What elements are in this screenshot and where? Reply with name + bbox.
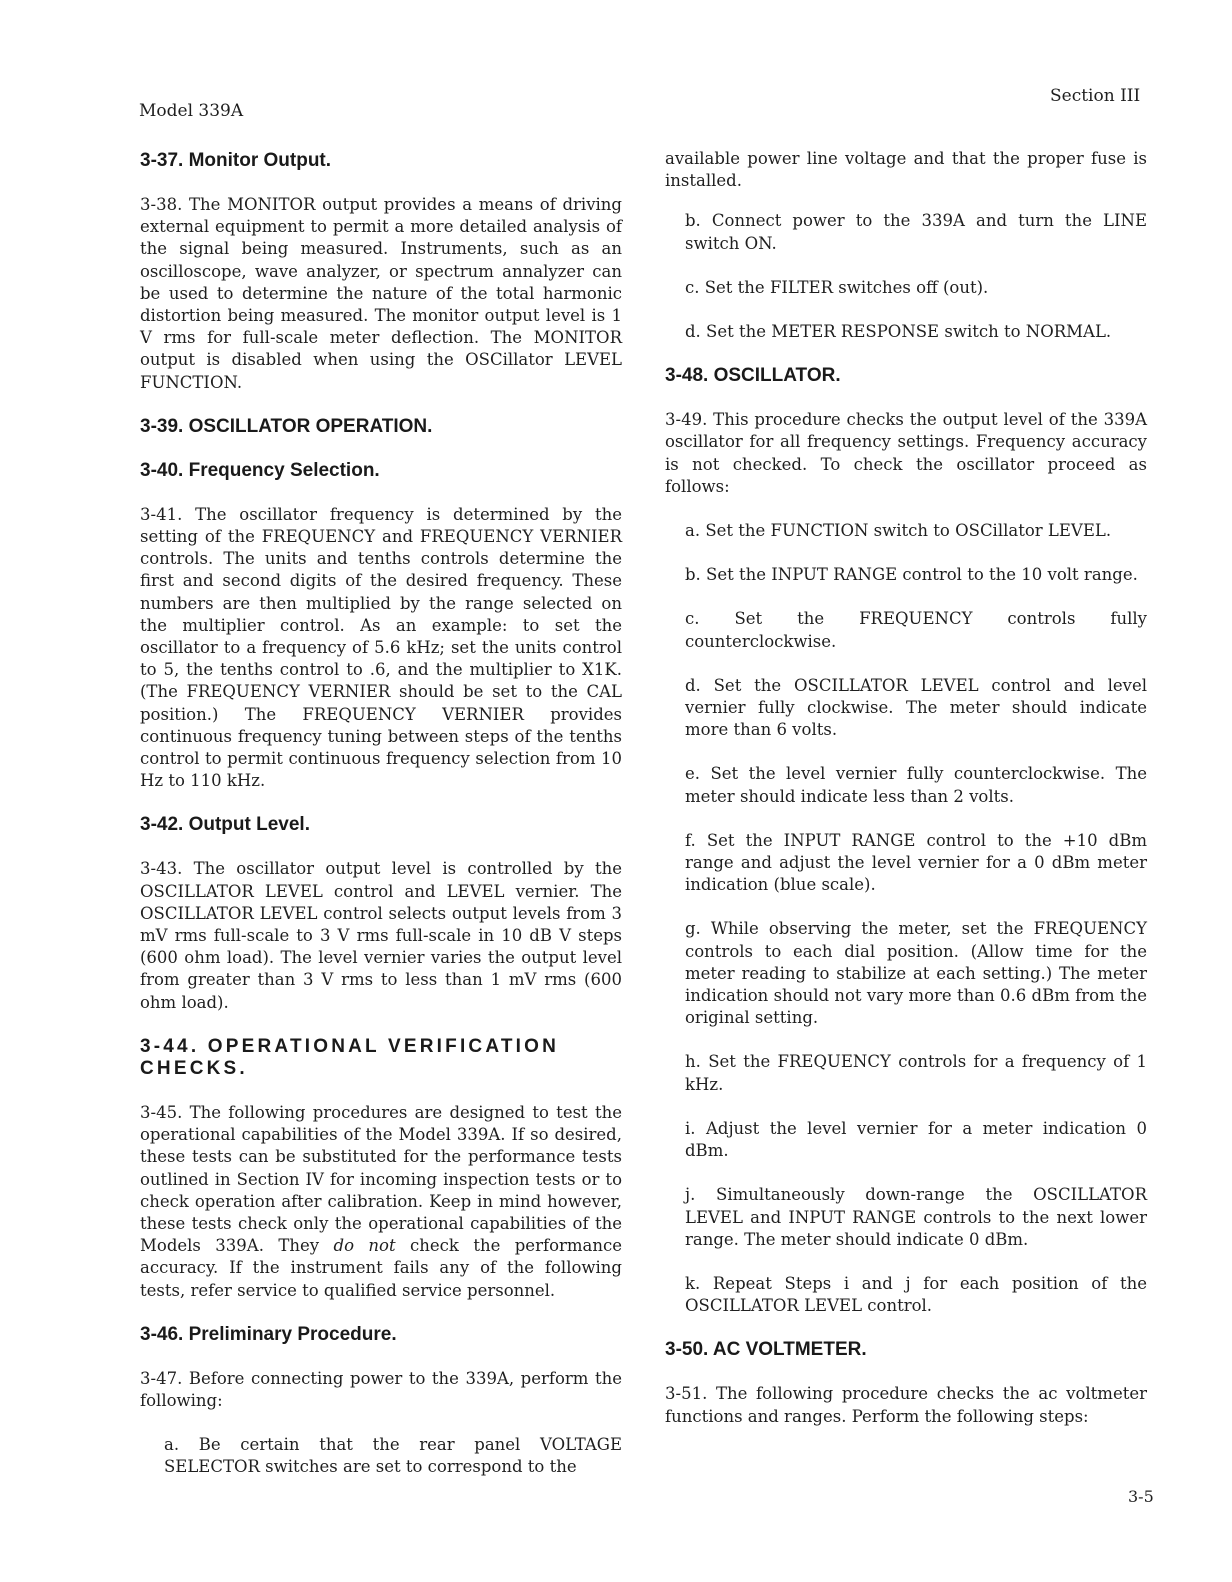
- header-model: Model 339A: [139, 101, 244, 121]
- osc-step-h: h. Set the FREQUENCY controls for a frequency of 1 kHz.: [685, 1052, 1147, 1094]
- step-a-continued: available power line voltage and that the proper fuse is installed.: [665, 149, 1147, 191]
- left-column: [140, 150, 622, 1501]
- step-c: c. Set the FILTER switches off (out).: [685, 277, 989, 297]
- paragraph-3-38: 3-38. The MONITOR output provides a means of driving external equipment to permit a more detailed analysis of the signal being measured. Instruments, such as an oscilloscope, wave analyzer, or spectrum annalyzer can be used to determine the nature of the total harmonic distortion being measured. The monitor output level is 1 V rms for full-scale meter deflection. The MONITOR output is disabled when using the OSCillator LEVEL FUNCTION.: [140, 195, 622, 392]
- heading-3-44: 3-44. OPERATIONAL VERIFICATION CHECKS.: [140, 1035, 560, 1079]
- paragraph-3-41: 3-41. The oscillator frequency is determined by the setting of the FREQUENCY and FREQUENCY VERNIER controls. The units and tenths controls determine the first and second digits of the desired frequency. These numbers are then multiplied by the range selected on the multiplier control. As an example: to set the oscillator to a frequency of 5.6 kHz; set the units control to 5, the tenths control to .6, and the multiplier to X1K. (The FREQUENCY VERNIER should be set to the CAL position.) The FREQUENCY VERNIER provides continuous frequency tuning between steps of the tenths control to permit continuous frequency selection from 10 Hz to 110 kHz.: [140, 504, 622, 791]
- osc-step-i: i. Adjust the level vernier for a meter indication 0 dBm.: [685, 1118, 1147, 1161]
- page-number: 3-5: [1128, 1487, 1154, 1506]
- paragraph-3-45-part2: check the performance accuracy. If the instrument fails any of the following tests, refer service to qualified service personnel.: [140, 1236, 623, 1300]
- heading-3-48: 3-48. OSCILLATOR.: [665, 365, 841, 387]
- paragraph-3-45-part1: 3-45. The following procedures are designed to test the operational capabilities of the Model 339A. If so desired, these tests can be substituted for the performance tests outlined in Section IV for incoming inspection tests or to check operation after calibration. Keep in mind however, these tests check only the operational capabilities of the Models 339A. They: [140, 1102, 622, 1256]
- osc-step-c: c. Set the FREQUENCY controls fully counterclockwise.: [685, 609, 1147, 651]
- step-a: a. Be certain that the rear panel VOLTAGE SELECTOR switches are set to correspond to the: [164, 1435, 622, 1477]
- step-d: d. Set the METER RESPONSE switch to NORMAL.: [685, 322, 1112, 342]
- osc-step-a: a. Set the FUNCTION switch to OSCillator LEVEL.: [685, 521, 1112, 541]
- right-column: [665, 148, 1147, 1450]
- heading-3-37: 3-37. Monitor Output.: [140, 150, 332, 171]
- heading-3-46: 3-46. Preliminary Procedure.: [140, 1323, 397, 1345]
- osc-step-k: k. Repeat Steps i and j for each position of the OSCILLATOR LEVEL control.: [685, 1273, 1147, 1316]
- paragraph-3-51: 3-51. The following procedure checks the ac voltmeter functions and ranges. Perform the following steps:: [665, 1384, 1147, 1426]
- heading-3-39: 3-39. OSCILLATOR OPERATION.: [140, 415, 433, 437]
- heading-3-50: 3-50. AC VOLTMETER.: [665, 1339, 867, 1361]
- header-section: Section III: [1050, 86, 1141, 106]
- heading-3-42: 3-42. Output Level.: [140, 814, 310, 836]
- heading-3-40: 3-40. Frequency Selection.: [140, 459, 380, 481]
- paragraph-3-45: [140, 1102, 622, 1302]
- step-b: b. Connect power to the 339A and turn the LINE switch ON.: [685, 211, 1147, 253]
- paragraph-3-49: 3-49. This procedure checks the output level of the 339A oscillator for all frequency settings. Frequency accuracy is not checked. To check the oscillator proceed as follows:: [665, 410, 1147, 496]
- osc-step-d: d. Set the OSCILLATOR LEVEL control and level vernier fully clockwise. The meter should indicate more than 6 volts.: [685, 675, 1147, 740]
- paragraph-3-47: 3-47. Before connecting power to the 339A, perform the following:: [140, 1368, 622, 1410]
- paragraph-3-43: 3-43. The oscillator output level is controlled by the OSCILLATOR LEVEL control and LEVEL vernier. The OSCILLATOR LEVEL control selects output levels from 3 mV rms full-scale to 3 V rms full-scale in 10 dB V steps (600 ohm load). The level vernier varies the output level from greater than 3 V rms to less than 1 mV rms (600 ohm load).: [140, 859, 622, 1012]
- paragraph-3-45-emphasis: do not: [333, 1236, 396, 1256]
- osc-step-j: j. Simultaneously down-range the OSCILLATOR LEVEL and INPUT RANGE controls to the next lower range. The meter should indicate 0 dBm.: [685, 1185, 1147, 1249]
- osc-step-b: b. Set the INPUT RANGE control to the 10 volt range.: [685, 565, 1138, 585]
- osc-step-f: f. Set the INPUT RANGE control to the +10 dBm range and adjust the level vernier for a 0 dBm meter indication (blue scale).: [685, 830, 1147, 895]
- osc-step-g: g. While observing the meter, set the FREQUENCY controls to each dial position. (Allow time for the meter reading to stabilize at each setting.) The meter indication should not vary more than 0.6 dBm from the original setting.: [685, 919, 1147, 1028]
- osc-step-e: e. Set the level vernier fully counterclockwise. The meter should indicate less than 2 volts.: [685, 764, 1147, 806]
